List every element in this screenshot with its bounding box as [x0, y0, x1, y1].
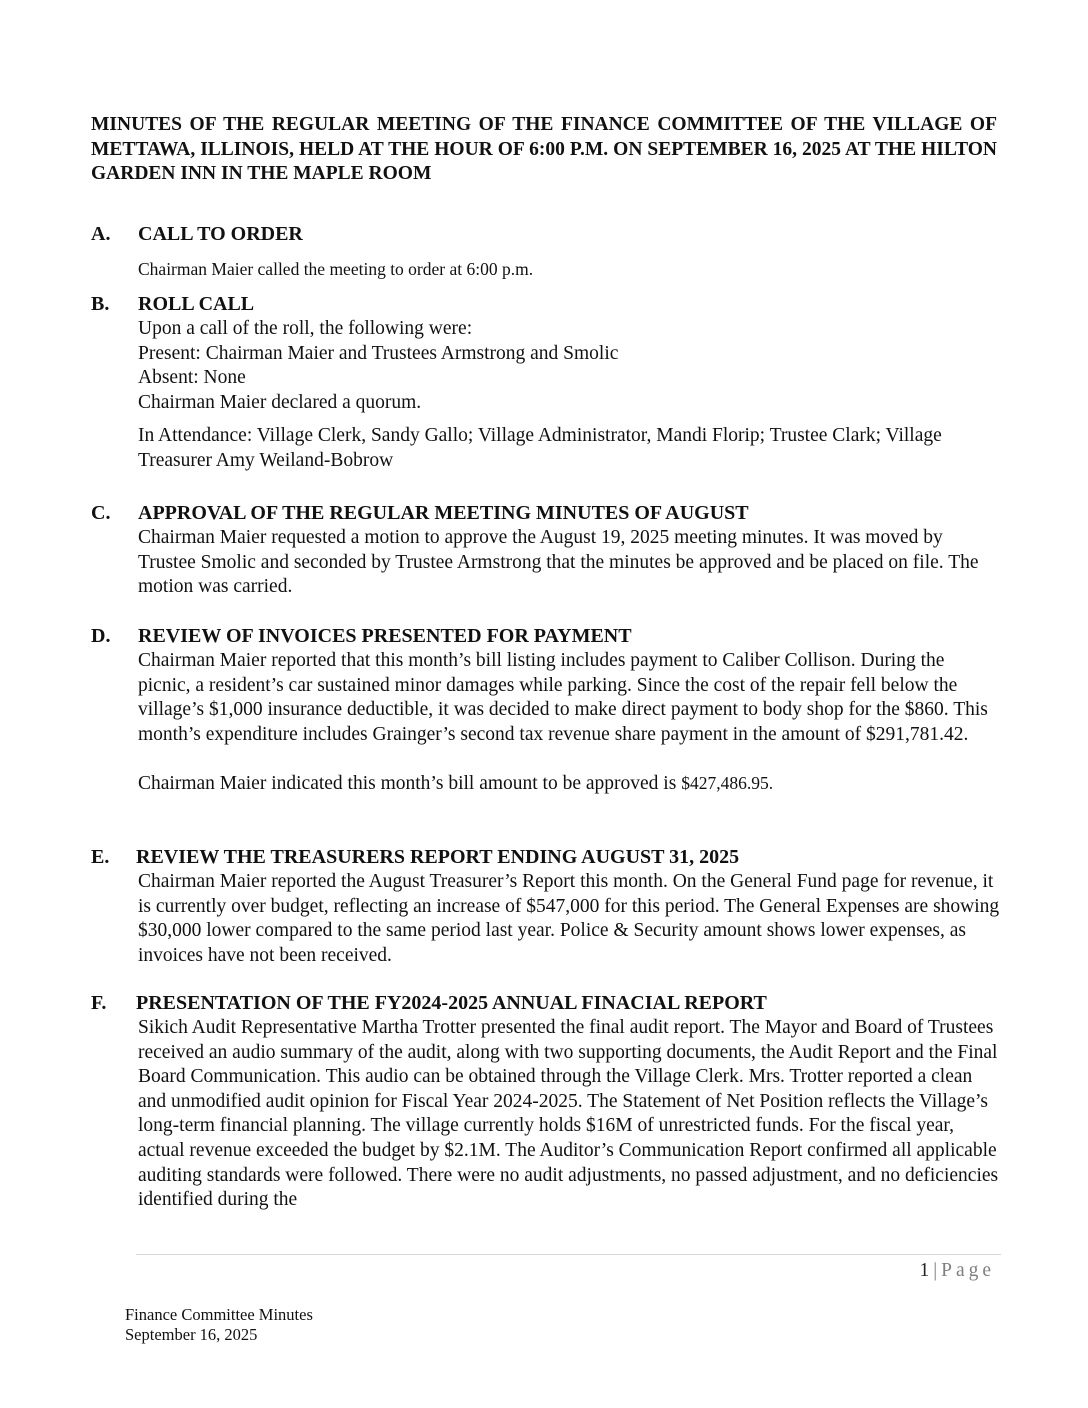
section-letter: D.: [91, 625, 111, 647]
attendance-text: In Attendance: Village Clerk, Sandy Gallo; Village Administrator, Mandi Florip; Trustee Clark; Village Treasurer Amy Weiland-Bobrow: [138, 425, 942, 471]
section-header: [91, 624, 1001, 649]
roll-call-quorum: Chairman Maier declared a quorum.: [138, 391, 422, 413]
footer-divider: [136, 1254, 1001, 1255]
section-heading: APPROVAL OF THE REGULAR MEETING MINUTES OF AUGUST: [138, 502, 749, 524]
bill-amount-text: [138, 772, 1001, 797]
section-review-of-invoices: [91, 624, 1001, 797]
section-call-to-order: [91, 222, 1001, 280]
section-header: [91, 292, 1001, 317]
paragraph-spacer: [91, 747, 1001, 772]
bill-amount-value: $427,486.95.: [681, 772, 774, 793]
page-footer: [125, 1305, 313, 1345]
section-header: [91, 991, 1001, 1016]
approval-text: Chairman Maier requested a motion to approve the August 19, 2025 meeting minutes. It was moved by Trustee Smolic and seconded by Trustee Armstrong that the minutes be approved and be placed on file. The motion was carried.: [138, 527, 979, 598]
page-number: [919, 1259, 995, 1283]
section-annual-financial-report: [91, 991, 1001, 1213]
call-to-order-text: Chairman Maier called the meeting to order at 6:00 p.m.: [138, 259, 534, 279]
treasurers-report-text: Chairman Maier reported the August Treasurer’s Report this month. On the General Fund page for revenue, it is currently over budget, reflecting an increase of $547,000 for this period. The General Expenses are showing $30,000 lower compared to the same period last year. Police & Security amount shows lower expenses, as invoices have not been received.: [138, 871, 1000, 966]
page-number-separator: |: [933, 1260, 938, 1281]
section-approval-of-minutes: [91, 501, 1001, 600]
footer-date: September 16, 2025: [125, 1325, 258, 1344]
section-letter: E.: [91, 846, 110, 868]
annual-report-text: Sikich Audit Representative Martha Trotter presented the final audit report. The Mayor and Board of Trustees received an audio summary of the audit, along with two supporting documents, the Audit Report and the Final Board Communication. This audio can be obtained through the Village Clerk. Mrs. Trotter reported a clean and unmodified audit opinion for Fiscal Year 2024-2025. The Statement of Net Position reflects the Village’s long-term financial planning. The village currently holds $16M of unrestricted funds. For the fiscal year, actual revenue exceeded the budget by $2.1M. The Auditor’s Communication Report confirmed all applicable auditing standards were followed. There were no audit adjustments, no passed adjustment, and no deficiencies identified during the: [138, 1017, 999, 1211]
section-header: [91, 501, 1001, 526]
document-title: MINUTES OF THE REGULAR MEETING OF THE FINANCE COMMITTEE OF THE VILLAGE OF METTAWA, ILLINOIS, HELD AT THE HOUR OF 6:00 P.M. ON SEPTEMBER 16, 2025 AT THE HILTON GARDEN INN IN THE MAPLE ROOM: [91, 114, 997, 184]
section-heading: ROLL CALL: [138, 293, 255, 315]
section-roll-call: [91, 292, 1001, 474]
section-header: [91, 222, 1001, 247]
section-treasurers-report: [91, 845, 1001, 968]
section-heading: REVIEW THE TREASURERS REPORT ENDING AUGUST 31, 2025: [136, 846, 740, 868]
section-header: [91, 845, 1001, 870]
roll-call-present: Present: Chairman Maier and Trustees Armstrong and Smolic: [138, 342, 619, 364]
page-number-value: 1: [919, 1260, 930, 1281]
roll-call-lines: [138, 317, 1001, 415]
section-letter: B.: [91, 293, 110, 315]
section-heading: REVIEW OF INVOICES PRESENTED FOR PAYMENT: [138, 625, 632, 647]
section-letter: C.: [91, 502, 111, 524]
section-heading: PRESENTATION OF THE FY2024-2025 ANNUAL FINACIAL REPORT: [136, 992, 767, 1014]
roll-call-absent: Absent: None: [138, 367, 246, 389]
invoices-text: Chairman Maier reported that this month’s bill listing includes payment to Caliber Collison. During the picnic, a resident’s car sustained minor damages while parking. Since the cost of the repair fell below the village’s $1,000 insurance deductible, it was decided to make direct payment to body shop for the $860. This month’s expenditure includes Grainger’s second tax revenue share payment in the amount of $291,781.42.: [138, 650, 988, 745]
page-number-label: Page: [941, 1260, 995, 1281]
section-letter: F.: [91, 992, 107, 1014]
footer-document-name: Finance Committee Minutes: [125, 1305, 313, 1324]
section-letter: A.: [91, 223, 111, 245]
bill-amount-label: Chairman Maier indicated this month’s bill amount to be approved is: [138, 772, 682, 794]
roll-call-intro: Upon a call of the roll, the following were:: [138, 318, 473, 339]
section-heading: CALL TO ORDER: [138, 223, 303, 245]
